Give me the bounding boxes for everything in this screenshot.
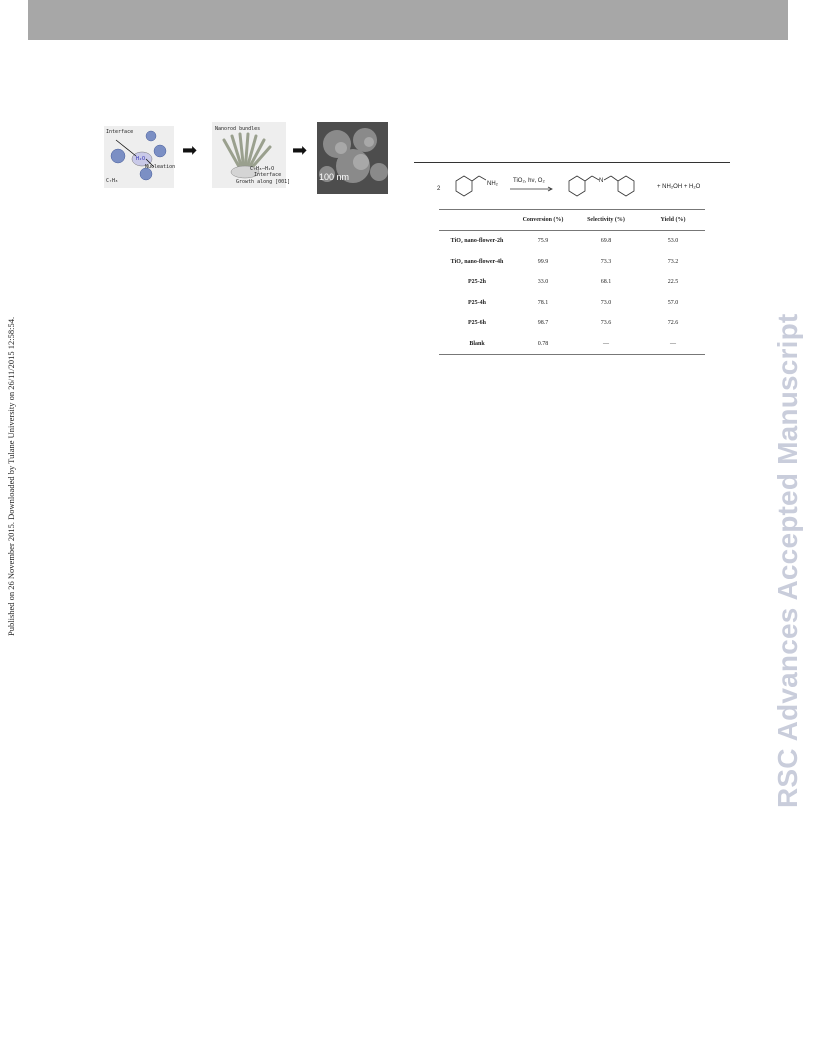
table-row: [439, 252, 705, 273]
interface-line2: Interface: [254, 172, 282, 178]
header-catalyst: [439, 210, 515, 231]
selectivity-cell: 73.3: [600, 258, 612, 265]
publication-note: Published on 26 November 2015. Downloaded by Tulane University on 26/11/2015 12:58:54.: [6, 316, 16, 636]
nanorod-panel: [212, 122, 291, 188]
nucleation-label: Nucleation: [145, 164, 176, 170]
nanorod-title: Nanorod bundles: [215, 126, 261, 132]
imine-nitrogen-label: N: [599, 178, 604, 184]
conversion-cell: 0.78: [515, 334, 571, 355]
yield-cell: 57.0: [667, 299, 679, 306]
selectivity-cell: 68.1: [600, 279, 612, 286]
amine-group-label: NH₂: [487, 181, 498, 187]
conversion-cell: 75.9: [537, 238, 549, 245]
scheme-top-rule: [414, 162, 730, 163]
right-arrow-icon: ➡: [292, 140, 308, 161]
selectivity-cell: 73.0: [600, 299, 612, 306]
table-row: [439, 272, 705, 293]
yield-cell: 72.6: [667, 320, 679, 327]
yield-cell: 22.5: [667, 279, 679, 286]
catalyst-cell: P25-6h: [468, 320, 486, 327]
catalyst-cell: TiO₂ nano-flower-4h: [450, 258, 504, 265]
yield-cell: 53.0: [667, 238, 679, 245]
solvent-label: C₇H₈: [106, 178, 119, 184]
header-bar: [28, 0, 788, 40]
table-row: [439, 231, 705, 252]
header-selectivity: Selectivity (%): [571, 210, 641, 231]
table-row: [439, 313, 705, 334]
toc-graphic: [104, 122, 394, 194]
reaction-conditions: TiO₂, hν, O₂: [513, 178, 545, 184]
catalyst-cell: P25-4h: [468, 299, 486, 306]
conversion-cell: 98.7: [537, 320, 549, 327]
interface-line1: C₇H₈–H₂O: [250, 166, 275, 172]
sem-texture: [317, 122, 388, 194]
header-conversion: Conversion (%): [515, 210, 571, 231]
catalysis-results-table: [439, 209, 705, 355]
table-row: [439, 293, 705, 314]
catalyst-cell: TiO₂ nano-flower-2h: [450, 238, 504, 245]
stoichiometric-coefficient: 2: [437, 186, 441, 192]
yield-cell: —: [641, 334, 705, 355]
reaction-scheme: [434, 170, 718, 206]
interface-label: Interface: [106, 129, 134, 135]
right-arrow-icon: ➡: [182, 140, 198, 161]
selectivity-cell: 73.6: [600, 320, 612, 327]
selectivity-cell: —: [571, 334, 641, 355]
catalyst-cell: P25-2h: [468, 279, 486, 286]
table-row: [439, 334, 705, 355]
scale-bar-label: 100 nm: [319, 172, 350, 182]
water-label: H₂O: [136, 156, 146, 162]
sem-image: [317, 122, 388, 194]
growth-label: Growth along [001]: [236, 179, 291, 185]
conversion-cell: 99.9: [537, 258, 549, 265]
nucleation-panel: [104, 126, 174, 188]
catalyst-cell: Blank: [439, 334, 515, 355]
accepted-manuscript-watermark: RSC Advances Accepted Manuscript: [772, 313, 803, 808]
yield-cell: 73.2: [667, 258, 679, 265]
selectivity-cell: 69.8: [600, 238, 612, 245]
table-header-row: [439, 210, 705, 231]
byproducts-label: + NH₂OH + H₂O: [657, 184, 701, 190]
header-yield: Yield (%): [641, 210, 705, 231]
conversion-cell: 33.0: [537, 279, 549, 286]
conversion-cell: 78.1: [537, 299, 549, 306]
